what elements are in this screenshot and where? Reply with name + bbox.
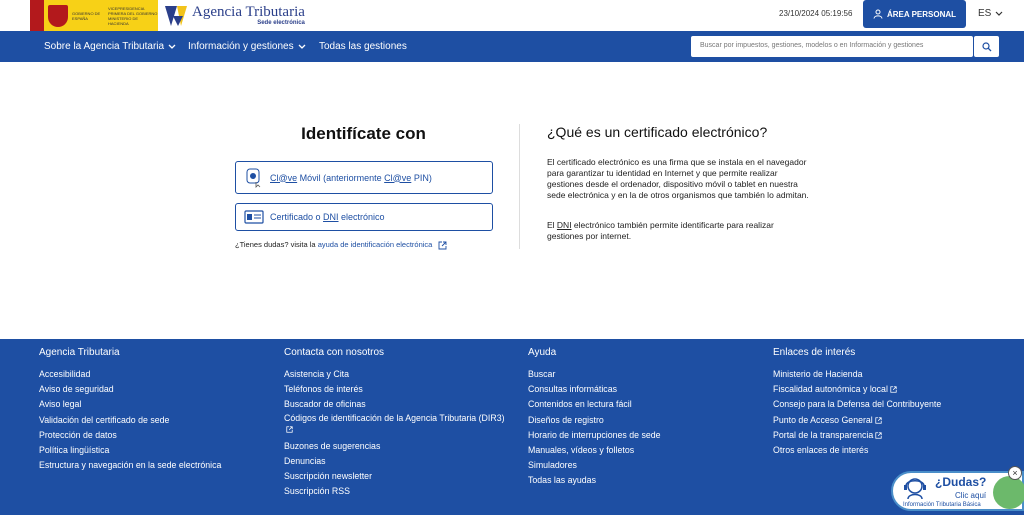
search-input[interactable]: Buscar por impuestos, gestiones, modelos o en Información y gestiones bbox=[691, 36, 973, 57]
footer-col-help bbox=[528, 347, 661, 489]
agency-name: Agencia Tributaria bbox=[192, 3, 305, 20]
footer-link[interactable]: Consejo para la Defensa del Contribuyente bbox=[773, 399, 942, 410]
clave-movil-button[interactable]: Cl@ve Móvil (anteriormente Cl@ve PIN) bbox=[235, 161, 493, 194]
footer-link[interactable]: Diseños de registro bbox=[528, 414, 604, 425]
footer-link[interactable]: Política lingüística bbox=[39, 445, 110, 456]
nav-item-all[interactable]: Todas las gestiones bbox=[319, 41, 407, 52]
footer-link[interactable]: Contenidos en lectura fácil bbox=[528, 399, 632, 410]
gov-text: GOBIERNO DE ESPAÑA bbox=[72, 10, 101, 21]
footer-link[interactable]: Simuladores bbox=[528, 460, 577, 471]
government-logo[interactable] bbox=[30, 0, 158, 31]
footer-link[interactable]: Accesibilidad bbox=[39, 369, 91, 379]
widget-question: ¿Dudas? bbox=[935, 475, 987, 489]
identification-help-link[interactable]: ayuda de identificación electrónica bbox=[317, 240, 433, 249]
search-button[interactable] bbox=[974, 36, 999, 57]
footer-col-contact bbox=[284, 347, 524, 499]
nav-item-about[interactable]: Sobre la Agencia Tributaria bbox=[44, 41, 176, 52]
footer-link[interactable]: Teléfonos de interés bbox=[284, 384, 363, 395]
user-icon bbox=[873, 9, 883, 19]
clave-phone-icon bbox=[244, 169, 264, 187]
footer-link[interactable]: Aviso legal bbox=[39, 399, 82, 410]
search-icon bbox=[982, 42, 992, 52]
personal-area-button[interactable] bbox=[863, 0, 966, 28]
phone-icon bbox=[993, 476, 1024, 509]
external-link-icon bbox=[875, 432, 882, 439]
certificate-info-paragraph: El certificado electrónico es una firma que se instala en el navegador para garantizar tu identidad en Internet y que permite realizar gestiones desde el ordenador, dispositivo móvil o tablet en nuestra sede electrónica y en la de otros organismos que también lo admitan. bbox=[547, 157, 809, 200]
id-card-icon bbox=[244, 208, 264, 226]
external-link-icon bbox=[438, 241, 447, 250]
footer-link[interactable]: Aviso de seguridad bbox=[39, 384, 114, 395]
certificate-info-title: ¿Qué es un certificado electrónico? bbox=[547, 124, 768, 140]
current-datetime: 23/10/2024 05:19:56 bbox=[779, 9, 853, 18]
footer-link[interactable]: Manuales, vídeos y folletos bbox=[528, 445, 635, 456]
chevron-down-icon bbox=[995, 11, 1003, 17]
footer-link[interactable]: Códigos de identificación de la Agencia Tributaria (DIR3) bbox=[284, 413, 524, 435]
footer-link[interactable]: Todas las ayudas bbox=[528, 475, 596, 486]
personal-area-label: ÁREA PERSONAL bbox=[886, 9, 957, 19]
language-selector[interactable] bbox=[978, 8, 1003, 19]
footer-link[interactable]: Punto de Acceso General bbox=[773, 413, 941, 428]
external-link-icon bbox=[875, 417, 882, 424]
assistant-avatar-icon bbox=[901, 476, 929, 500]
footer-link[interactable]: Buscar bbox=[528, 369, 556, 379]
top-header bbox=[0, 0, 1024, 31]
footer-link[interactable]: Portal de la transparencia bbox=[773, 428, 941, 443]
external-link-icon bbox=[890, 386, 897, 393]
identify-title: Identifícate con bbox=[301, 124, 426, 143]
dni-info-paragraph: El DNI electrónico también permite identificarte para realizar gestiones por internet. bbox=[547, 220, 774, 241]
section-divider bbox=[519, 124, 520, 249]
agency-subtitle: Sede electrónica bbox=[257, 19, 305, 26]
footer-link[interactable]: Otros enlaces de interés bbox=[773, 445, 869, 456]
widget-subtitle: Información Tributaria Básica bbox=[903, 502, 981, 508]
external-link-icon bbox=[286, 426, 293, 433]
coat-of-arms-icon bbox=[48, 5, 68, 27]
close-icon[interactable]: × bbox=[1008, 466, 1022, 480]
footer-link[interactable]: Buscador de oficinas bbox=[284, 399, 366, 410]
footer-link[interactable]: Protección de datos bbox=[39, 429, 117, 440]
footer-heading: Contacta con nosotros bbox=[284, 347, 385, 358]
footer-link[interactable]: Consultas informáticas bbox=[528, 384, 617, 395]
help-line: ¿Tienes dudas? visita la ayuda de identificación electrónica bbox=[235, 240, 447, 250]
footer-link[interactable]: Ministerio de Hacienda bbox=[773, 369, 863, 379]
footer-link[interactable]: Validación del certificado de sede bbox=[39, 414, 170, 425]
footer-heading: Enlaces de interés bbox=[773, 347, 856, 358]
widget-cta: Clic aquí bbox=[955, 491, 987, 500]
footer-link[interactable]: Suscripción RSS bbox=[284, 486, 351, 497]
footer-link[interactable]: Denuncias bbox=[284, 455, 326, 466]
footer-heading: Ayuda bbox=[528, 347, 557, 358]
agency-logo[interactable] bbox=[163, 2, 305, 29]
nav-item-info[interactable]: Información y gestiones bbox=[188, 41, 306, 52]
help-chat-widget[interactable] bbox=[891, 468, 1024, 511]
footer-link[interactable]: Horario de interrupciones de sede bbox=[528, 429, 661, 440]
chevron-down-icon bbox=[168, 44, 176, 50]
footer-link[interactable]: Asistencia y Cita bbox=[284, 369, 350, 379]
footer-link[interactable]: Buzones de sugerencias bbox=[284, 440, 381, 451]
certificate-dni-button[interactable]: Certificado o DNI electrónico bbox=[235, 203, 493, 231]
chevron-down-icon bbox=[298, 44, 306, 50]
footer-link[interactable]: Estructura y navegación en la sede electrónica bbox=[39, 460, 222, 471]
footer-col-links bbox=[773, 347, 941, 458]
ministry-text: VICEPRESIDENCIA PRIMERA DEL GOBIERNO MINISTERIO DE HACIENDA bbox=[108, 5, 158, 26]
agency-logo-icon bbox=[163, 4, 189, 28]
footer bbox=[0, 339, 1024, 515]
footer-col-agency bbox=[39, 347, 221, 473]
flag-stripe bbox=[30, 0, 44, 31]
footer-link[interactable]: Suscripción newsletter bbox=[284, 471, 373, 482]
language-label: ES bbox=[978, 8, 992, 19]
footer-link[interactable]: Fiscalidad autonómica y local bbox=[773, 382, 941, 397]
footer-heading: Agencia Tributaria bbox=[39, 347, 120, 358]
